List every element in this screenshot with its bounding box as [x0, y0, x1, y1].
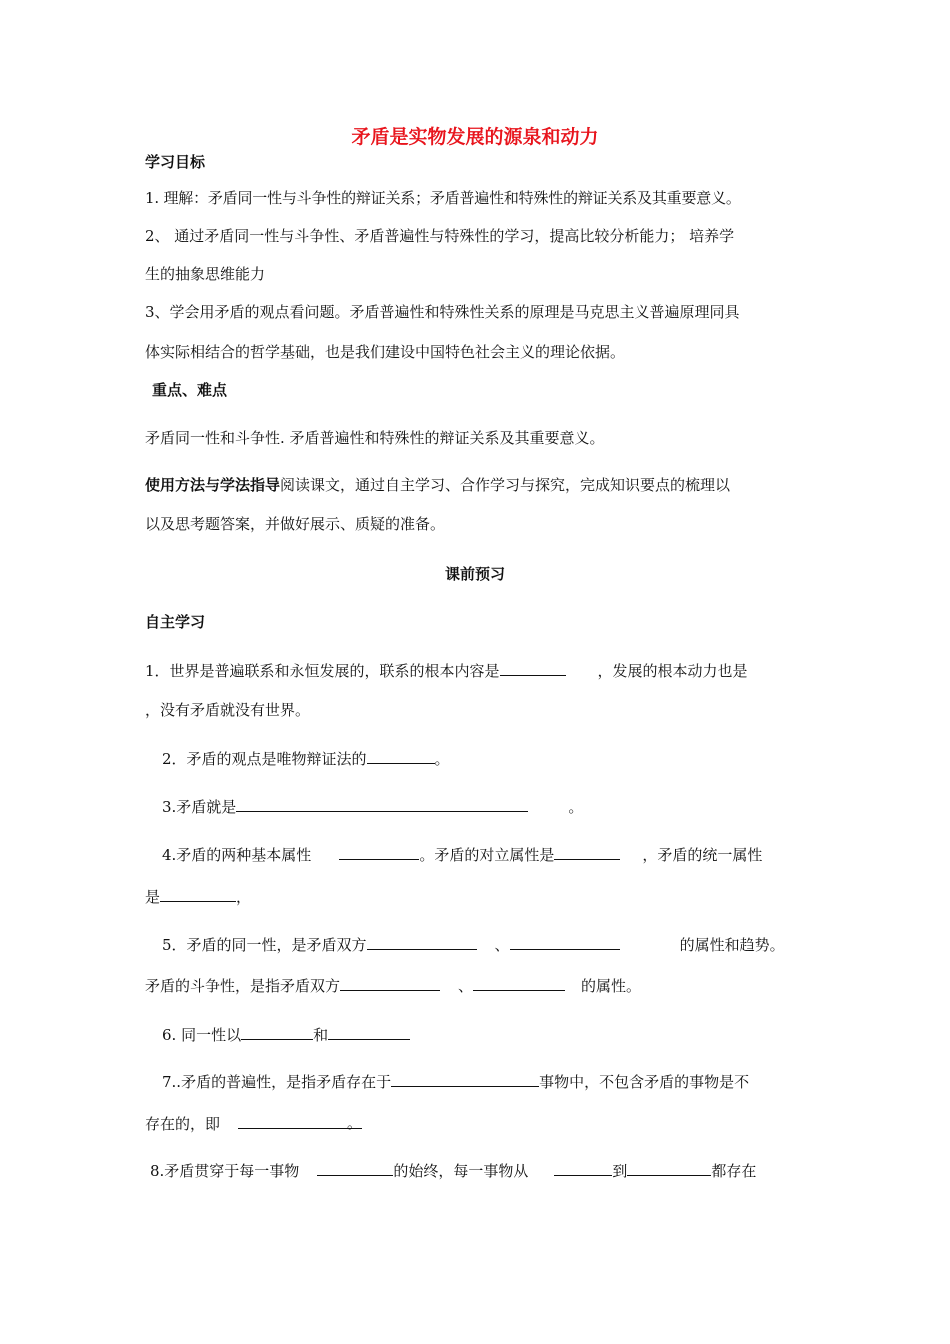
- method-line-1: [145, 475, 730, 495]
- question-4-blank-3[interactable]: [160, 886, 236, 902]
- question-8-blank-2[interactable]: [554, 1160, 612, 1176]
- question-4-line-1: [162, 844, 762, 864]
- question-5-blank-3[interactable]: [340, 975, 440, 991]
- question-7-text-d: 。: [347, 1114, 363, 1132]
- question-8-blank-3[interactable]: [627, 1160, 711, 1176]
- question-2: [162, 748, 450, 768]
- goal-2-line-2: 生的抽象思维能力: [145, 265, 266, 283]
- question-3-text-b: 。: [568, 798, 584, 816]
- question-4-text-c: ，矛盾的统一属性: [642, 846, 763, 864]
- question-1-line-2: ，没有矛盾就没有世界。: [145, 701, 311, 719]
- goal-3-line-1: 3、学会用矛盾的观点看问题。矛盾普遍性和特殊性关系的原理是马克思主义普遍原理同具: [145, 303, 740, 321]
- question-1-text-a: 1．世界是普遍联系和永恒发展的，联系的根本内容是: [145, 662, 500, 680]
- question-2-blank[interactable]: [367, 748, 435, 764]
- question-1-line-1: [145, 660, 748, 680]
- question-8-text-a: 8.矛盾贯穿于每一事物: [150, 1162, 300, 1180]
- question-8: [150, 1160, 756, 1180]
- question-5-text-c: 的属性和趋势。: [679, 936, 785, 954]
- question-5-text-a: 5．矛盾的同一性，是矛盾双方: [162, 936, 367, 954]
- question-6: [162, 1024, 410, 1044]
- question-4-text-b: 。矛盾的对立属性是: [419, 846, 555, 864]
- question-8-text-c: 到: [612, 1162, 628, 1180]
- question-6-text-a: 6. 同一性以: [162, 1026, 242, 1044]
- question-4-blank-1[interactable]: [339, 844, 419, 860]
- question-5-line-2: [145, 975, 641, 995]
- question-6-text-b: 和: [313, 1026, 329, 1044]
- question-1-blank[interactable]: [500, 660, 566, 676]
- question-2-text-a: 2．矛盾的观点是唯物辩证法的: [162, 750, 367, 768]
- question-7-text-a: 7..矛盾的普遍性，是指矛盾存在于: [162, 1073, 392, 1091]
- goal-3-line-2: 体实际相结合的哲学基础，也是我们建设中国特色社会主义的理论依据。: [145, 343, 626, 361]
- method-line-2: 以及思考题答案，并做好展示、质疑的准备。: [145, 515, 446, 533]
- question-5-line-1: [162, 934, 785, 954]
- question-8-text-b: 的始终，每一事物从: [393, 1162, 529, 1180]
- key-points-heading: 重点、难点: [152, 381, 228, 399]
- question-7-line-1: [162, 1071, 749, 1091]
- question-7-line-2: [145, 1113, 362, 1133]
- question-3-blank[interactable]: [236, 796, 528, 812]
- document-title: 矛盾是实物发展的源泉和动力: [351, 126, 599, 148]
- method-label: 使用方法与学法指导: [145, 476, 281, 494]
- self-study-heading: 自主学习: [145, 613, 206, 631]
- question-7-blank-2[interactable]: [238, 1113, 363, 1132]
- question-5-text-e: 、: [458, 977, 474, 995]
- goal-2-line-1: 2、 通过矛盾同一性与斗争性、矛盾普遍性与特殊性的学习，提高比较分析能力； 培养学: [145, 227, 735, 245]
- question-5-blank-1[interactable]: [367, 934, 477, 950]
- method-text-1: 阅读课文，通过自主学习、合作学习与探究，完成知识要点的梳理以: [280, 476, 731, 494]
- question-5-text-b: 、: [494, 936, 510, 954]
- question-5-blank-2[interactable]: [510, 934, 620, 950]
- question-7-text-b: 事物中，不包含矛盾的事物是不: [539, 1073, 750, 1091]
- question-5-text-f: 的属性。: [581, 977, 642, 995]
- question-3-text-a: 3.矛盾就是: [162, 798, 237, 816]
- question-2-text-b: 。: [434, 750, 450, 768]
- goals-heading: 学习目标: [145, 153, 206, 171]
- question-4-blank-2[interactable]: [554, 844, 620, 860]
- question-5-blank-4[interactable]: [473, 975, 565, 991]
- question-6-blank-2[interactable]: [328, 1024, 410, 1040]
- goal-1: 1. 理解：矛盾同一性与斗争性的辩证关系；矛盾普遍性和特殊性的辩证关系及其重要意义。: [145, 189, 741, 207]
- key-points-text: 矛盾同一性和斗争性. 矛盾普遍性和特殊性的辩证关系及其重要意义。: [145, 429, 605, 447]
- question-1-text-b: ，发展的根本动力也是: [597, 662, 748, 680]
- question-4-text-d: 是: [145, 888, 161, 906]
- question-3: [162, 796, 583, 816]
- question-6-blank-1[interactable]: [241, 1024, 313, 1040]
- question-4-text-e: ，: [236, 888, 252, 906]
- question-8-text-d: 都存在: [711, 1162, 757, 1180]
- preview-heading: 课前预习: [444, 565, 505, 583]
- question-7-text-c: 存在的，即: [145, 1115, 221, 1133]
- question-4-text-a: 4.矛盾的两种基本属性: [162, 846, 312, 864]
- question-7-blank-1[interactable]: [391, 1071, 539, 1087]
- question-8-blank-1[interactable]: [317, 1160, 393, 1176]
- question-5-text-d: 矛盾的斗争性，是指矛盾双方: [145, 977, 341, 995]
- question-4-line-2: [145, 886, 251, 906]
